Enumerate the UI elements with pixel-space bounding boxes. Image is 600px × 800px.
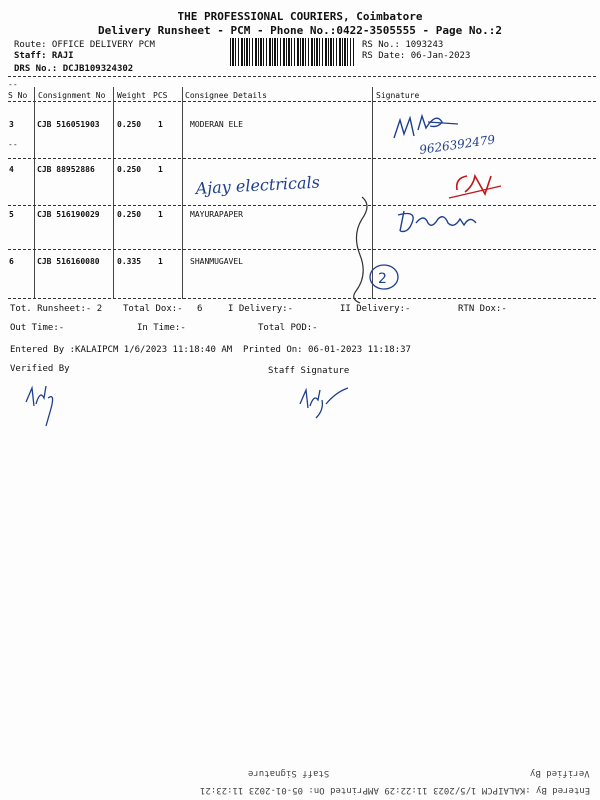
row-weight: 0.250: [117, 165, 142, 174]
row-consignment: CJB 88952886: [37, 165, 95, 174]
barcode: [230, 38, 354, 66]
company-name: THE PROFESSIONAL COURIERS, Coimbatore: [177, 10, 423, 23]
rtn-dox: RTN Dox:-: [458, 304, 507, 314]
bleed-staff-signature: Staff Signature: [248, 768, 330, 778]
row-pcs: 1: [158, 165, 163, 174]
staff-signature-mark: [290, 384, 360, 424]
verified-by: Verified By: [10, 364, 70, 374]
i-delivery: I Delivery:-: [228, 304, 294, 314]
row-weight: 0.335: [117, 257, 142, 266]
staff-label: Staff: RAJI: [14, 51, 74, 61]
row-pcs: 1: [158, 257, 163, 266]
signature-row3: [380, 108, 510, 158]
row-consignment: CJB 516190029: [37, 210, 100, 219]
row-sno: 6: [9, 257, 14, 266]
row-sno: 5: [9, 210, 14, 219]
row-consignee: SHANMUGAVEL: [190, 257, 243, 266]
bleed-verified-by: Verified By: [530, 768, 590, 778]
row-weight: 0.250: [117, 120, 142, 129]
row-consignment: CJB 516160080: [37, 257, 100, 266]
entered-by: Entered By :KALAIPCM 1/6/2023 11:18:40 AM: [10, 345, 233, 355]
drs-number: DRS No.: DCJB109324302: [14, 64, 134, 74]
total-dox-value: 6: [197, 304, 203, 314]
bleed-entered-by: Entered By :KALAIPCM 1/5/2023 11:22:29 AM: [368, 785, 591, 795]
signature-row5: [390, 205, 500, 240]
row-weight: 0.250: [117, 210, 142, 219]
row-sno: 4: [9, 165, 14, 174]
verified-signature: [20, 382, 70, 432]
svg-text:9626392479: 9626392479: [418, 132, 497, 157]
runsheet-title: Delivery Runsheet - PCM - Phone No.:0422-3505555 - Page No.:2: [98, 24, 502, 37]
in-time: In Time:-: [137, 323, 186, 333]
total-pod: Total POD:-: [258, 323, 318, 333]
row-sno: 3: [9, 120, 14, 129]
circled-number: [366, 262, 406, 294]
col-sno: S No: [8, 91, 28, 100]
svg-text:Ajay electricals: Ajay electricals: [195, 172, 321, 198]
route-label: Route: OFFICE DELIVERY PCM: [14, 40, 155, 50]
staff-signature: Staff Signature: [268, 366, 350, 376]
col-signature: Signature: [376, 91, 420, 100]
bleed-printed-on: Printed On: 05-01-2023 11:23:21: [200, 785, 368, 795]
printed-on: Printed On: 06-01-2023 11:18:37: [243, 345, 411, 355]
row-consignee: MAYURAPAPER: [190, 210, 243, 219]
total-runsheet: Tot. Runsheet:- 2: [10, 304, 103, 314]
row-pcs: 1: [158, 210, 163, 219]
col-pcs: PCS: [153, 91, 168, 100]
rs-number: RS No.: 1093243: [362, 40, 444, 50]
col-consignment: Consignment No: [38, 91, 106, 100]
rs-date: RS Date: 06-Jan-2023: [362, 51, 471, 61]
row-pcs: 1: [158, 120, 163, 129]
svg-text:2: 2: [378, 271, 387, 287]
col-consignee: Consignee Details: [185, 91, 267, 100]
out-time: Out Time:-: [10, 323, 65, 333]
signature-row4: [190, 170, 350, 210]
row-consignment: CJB 516051903: [37, 120, 100, 129]
red-mark: [445, 168, 505, 208]
total-dox: Total Dox:-: [123, 304, 183, 314]
ii-delivery: II Delivery:-: [340, 304, 411, 314]
row-consignee: MODERAN ELE: [190, 120, 243, 129]
col-weight: Weight: [117, 91, 146, 100]
